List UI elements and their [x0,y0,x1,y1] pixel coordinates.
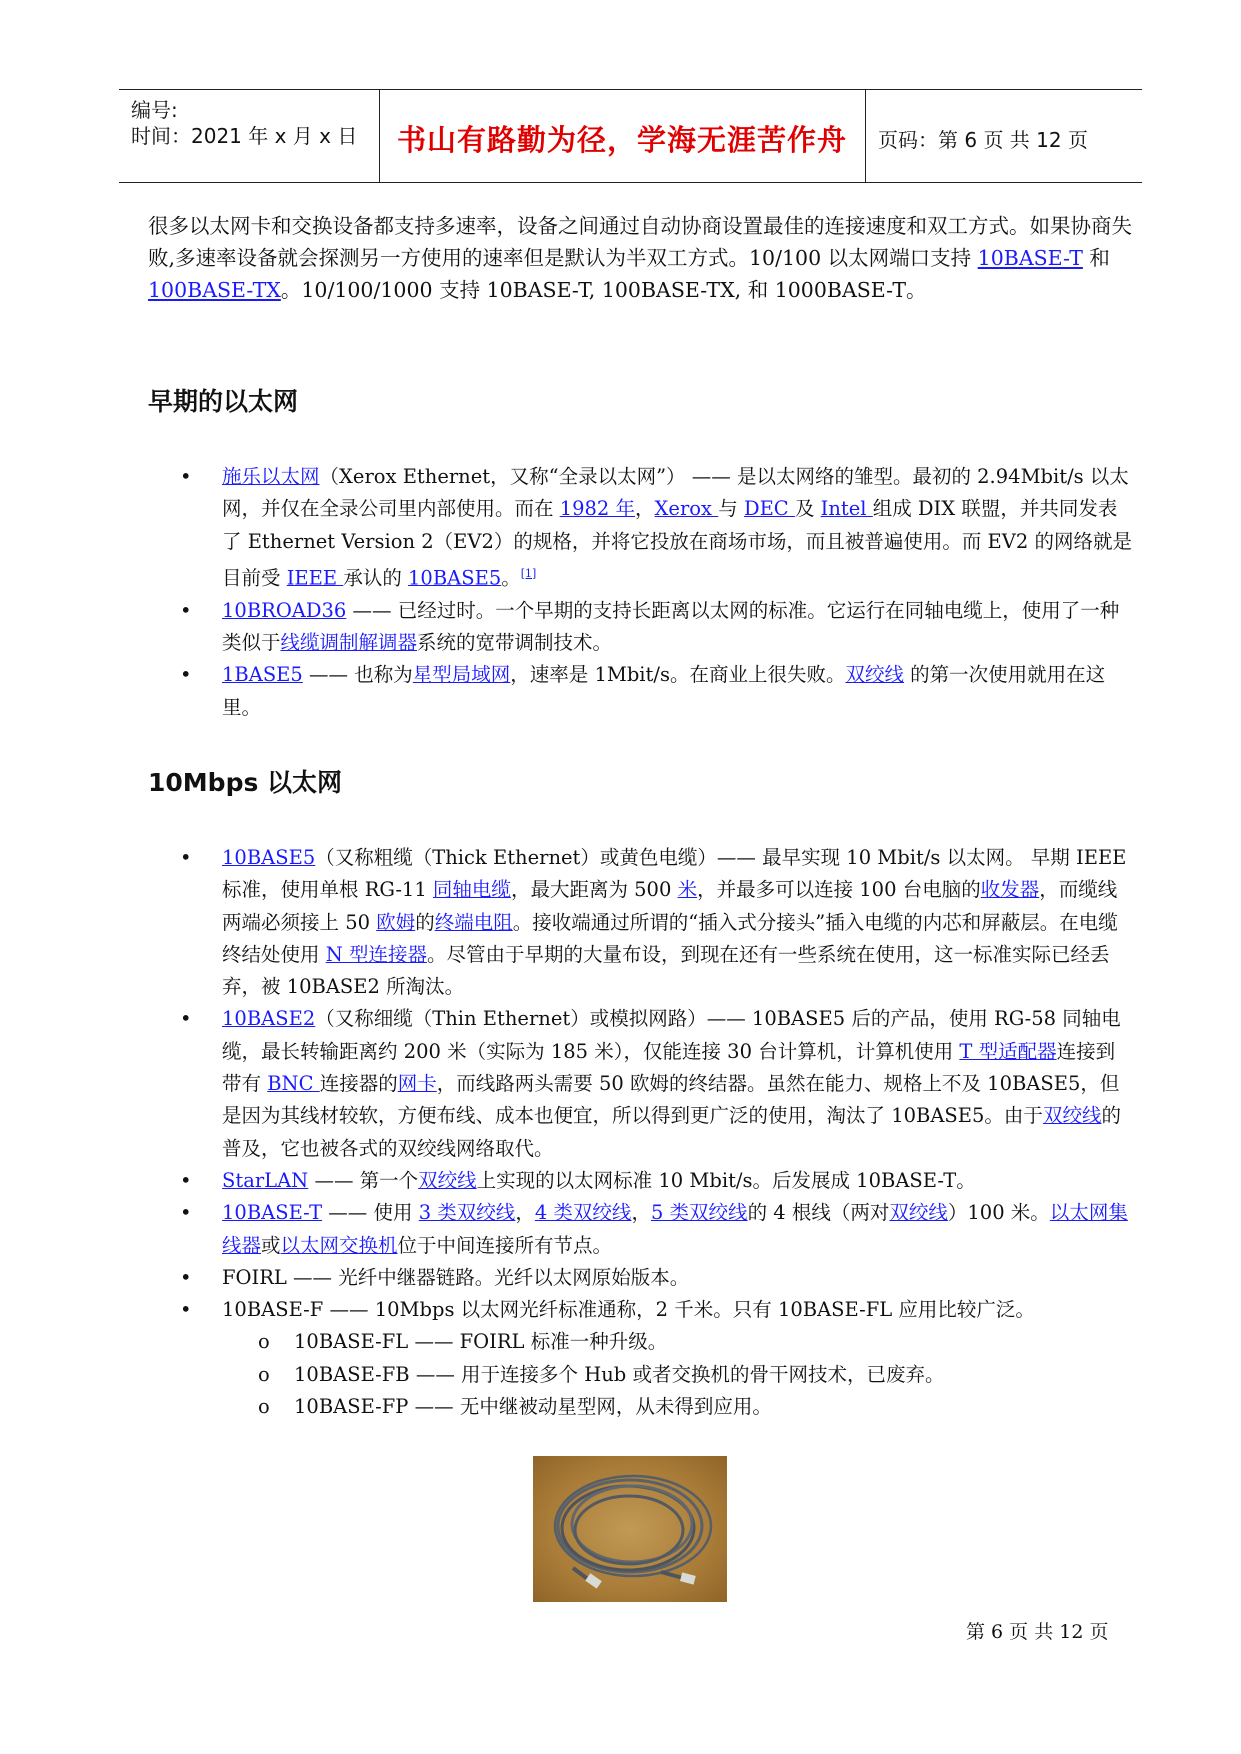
section-heading-early-ethernet: 早期的以太网 [148,387,299,416]
text: ， [631,1201,651,1225]
link-xerox[interactable]: Xerox [654,497,719,521]
bullet: • [180,846,192,869]
text: 组成 DIX 联盟，并共同发表了 Ethernet Version 2（EV2）的规格，并将它投放在商场市场，而且被普遍使用。而 EV2 的网络就是目前受 [222,497,1132,590]
bullet: • [180,1298,192,1322]
text: ， [515,1201,535,1225]
section-heading-10mbps: 10Mbps 以太网 [148,768,343,797]
text: 10BASE-F —— 10Mbps 以太网光纤标准通称，2 千米。只有 10BASE-FL 应用比较广泛。 [222,1298,1035,1322]
text: ，而缆线两端必须接上 50 [222,878,1118,934]
text: 位于中间连接所有节点。 [397,1233,613,1257]
link-twisted-pair[interactable]: 双绞线 [1042,1104,1102,1128]
list-item [148,1165,1133,1197]
citation-link[interactable]: [1] [520,566,537,580]
sub-list-item [148,1326,1133,1358]
10base-f-sublist [148,1326,1133,1423]
link-10base5[interactable]: 10BASE5 [222,846,316,869]
text: —— 第一个 [308,1168,419,1192]
link-coaxial-cable[interactable]: 同轴电缆 [432,878,511,902]
link-dec[interactable]: DEC [743,497,795,521]
link-cat3[interactable]: 3 类双绞线 [418,1201,516,1225]
sub-list-item [148,1359,1133,1391]
text: 承认的 [343,566,409,590]
text: —— 使用 [322,1201,419,1225]
text: 系统的宽带调制技术。 [417,630,613,654]
link-terminator[interactable]: 终端电阻 [434,910,513,934]
list-item [148,1197,1133,1262]
text: 。尽管由于早期的大量布设，到现在还有一些系统在使用，这一标准实际已经丢弃，被 10BASE2 所淘汰。 [222,942,1110,999]
text: 的 4 根线（两对 [747,1201,890,1225]
link-bnc[interactable]: BNC [267,1072,320,1096]
list-item [148,842,1133,1003]
text: ，速率是 1Mbit/s。在商业上很失败。 [510,663,846,687]
bullet: • [180,1007,192,1031]
link-starlan-network[interactable]: 星型局域网 [412,663,511,687]
link-1base5[interactable]: 1BASE5 [222,663,303,687]
ethernet-cable-photo [533,1456,727,1602]
link-ethernet-hub[interactable]: 以太网集线器 [222,1201,1128,1257]
link-xerox-ethernet[interactable]: 施乐以太网 [222,465,320,488]
text: 连接器的 [319,1072,398,1096]
text: 的第一次使用就用在这里。 [222,663,1106,719]
text: 很多以太网卡和交换设备都支持多速率，设备之间通过自动协商设置最佳的连接速度和双工方式。如果协商失败,多速率设备就会探测另一方使用的速率但是默认为半双工方式。10/100 以太网端口支持 [148,214,1132,270]
sub-bullet: o [258,1330,270,1354]
list-item [148,1003,1133,1164]
10mbps-ethernet-list [148,842,1133,1423]
link-transceiver[interactable]: 收发器 [980,878,1040,902]
text: （又称粗缆（Thick Ethernet）或黄色电缆）—— 最早实现 10 Mbit/s 以太网。 早期 IEEE 标准，使用单根 RG-11 [222,846,1127,902]
link-10base5[interactable]: 10BASE5 [408,566,502,590]
cable-coil-drawing [533,1456,727,1602]
bullet: • [180,1201,192,1225]
link-twisted-pair[interactable]: 双绞线 [418,1168,477,1192]
page-number-label: 页码：第 6 页 共 12 页 [878,128,1088,152]
link-100base-tx[interactable]: 100BASE-TX [148,278,281,302]
text: 10BASE-FP —— 无中继被动星型网，从未得到应用。 [294,1395,772,1419]
text: 。接收端通过所谓的“插入式分接头”插入电缆的内芯和屏蔽层。在电缆终结处使用 [222,910,1118,966]
motto: 书山有路勤为径，学海无涯苦作舟 [396,123,847,157]
list-item [148,595,1133,660]
link-twisted-pair[interactable]: 双绞线 [845,663,904,687]
link-10base2[interactable]: 10BASE2 [222,1007,316,1031]
page-footer: 第 6 页 共 12 页 [966,1621,1109,1643]
text: （Xerox Ethernet，又称“全录以太网”） —— 是以太网络的雏型。最初的 2.94Mbit/s 以太网，并仅在全录公司里内部使用。而在 [222,465,1129,521]
text: ，而线路两头需要 50 欧姆的终结器。虽然在能力、规格上不及 10BASE5，但是因为其线材较软，方便布线、成本也便宜，所以得到更广泛的使用，淘汰了 10BASE5。由于 [222,1072,1120,1128]
document-time: 时间：2021 年 x 月 x 日 [131,124,358,148]
link-nic[interactable]: 网卡 [397,1072,437,1096]
link-t-adapter[interactable]: T 型适配器 [959,1039,1057,1063]
link-10base-t[interactable]: 10BASE-T [977,246,1083,270]
text: 连接到带有 [222,1039,1116,1096]
text: 。10/100/1000 支持 10BASE-T, 100BASE-TX, 和 1000BASE-T。 [280,278,927,302]
bullet: • [180,465,192,488]
bullet: • [180,1168,192,1192]
link-ohm[interactable]: 欧姆 [376,910,416,934]
text: 上实现的以太网标准 10 Mbit/s。后发展成 10BASE-T。 [476,1168,976,1192]
sub-bullet: o [258,1395,270,1419]
text: 或 [261,1233,281,1257]
link-10broad36[interactable]: 10BROAD36 [222,598,347,622]
bullet: • [180,663,192,687]
text: 和 [1082,246,1110,270]
list-item [148,1294,1133,1326]
text: 10BASE-FB —— 用于连接多个 Hub 或者交换机的骨干网技术，已废弃。 [294,1362,945,1386]
link-10base-t[interactable]: 10BASE-T [222,1201,323,1225]
text: ）100 米。 [947,1201,1050,1225]
text: FOIRL —— 光纤中继器链路。光纤以太网原始版本。 [222,1265,690,1289]
link-ieee[interactable]: IEEE [286,566,344,590]
sub-list-container [148,1326,1133,1423]
text: 。 [501,566,521,590]
list-item [148,461,1133,595]
link-meter[interactable]: 米 [677,878,698,902]
text: ，并最多可以连接 100 台电脑的 [697,878,981,902]
link-ethernet-switch[interactable]: 以太网交换机 [280,1233,398,1257]
list-item [148,1262,1133,1294]
text: ， [635,497,655,521]
link-cat4[interactable]: 4 类双绞线 [534,1201,632,1225]
text: —— 已经过时。一个早期的支持长距离以太网的标准。它运行在同轴电缆上，使用了一种类似于 [222,598,1120,654]
link-1982[interactable]: 1982 年 [559,497,636,521]
header-info-cell [119,90,380,182]
sub-bullet: o [258,1362,270,1386]
bullet: • [180,1265,192,1289]
header-page-cell [865,90,1142,182]
intro-paragraph [148,210,1133,306]
text: 的普及，它也被各式的双绞线网络取代。 [222,1104,1121,1160]
text: 与 [718,497,744,521]
link-n-connector[interactable]: N 型连接器 [325,942,427,966]
bullet: • [180,598,192,622]
text: ，最大距离为 500 [510,878,678,902]
link-intel[interactable]: Intel [820,497,873,521]
early-ethernet-list [148,461,1133,724]
link-cat5[interactable]: 5 类双绞线 [650,1201,748,1225]
page-header [119,89,1142,183]
list-item [148,659,1133,724]
document-number: 编号: [131,98,178,122]
sub-list-item [148,1391,1133,1423]
text: （又称细缆（Thin Ethernet）或模拟网路）—— 10BASE5 后的产品，使用 RG-58 同轴电缆，最长转输距离约 200 米（实际为 185 米），仅能连接 30 台计算机，计算机使用 [222,1007,1121,1063]
text: 10BASE-FL —— FOIRL 标准一种升级。 [294,1330,668,1354]
text: 的 [415,910,435,934]
link-twisted-pair[interactable]: 双绞线 [889,1201,948,1225]
link-cable-modem[interactable]: 线缆调制解调器 [280,630,418,654]
header-motto-cell [379,90,866,182]
text: 及 [794,497,821,521]
link-starlan[interactable]: StarLAN [222,1168,309,1192]
text: —— 也称为 [302,663,413,687]
